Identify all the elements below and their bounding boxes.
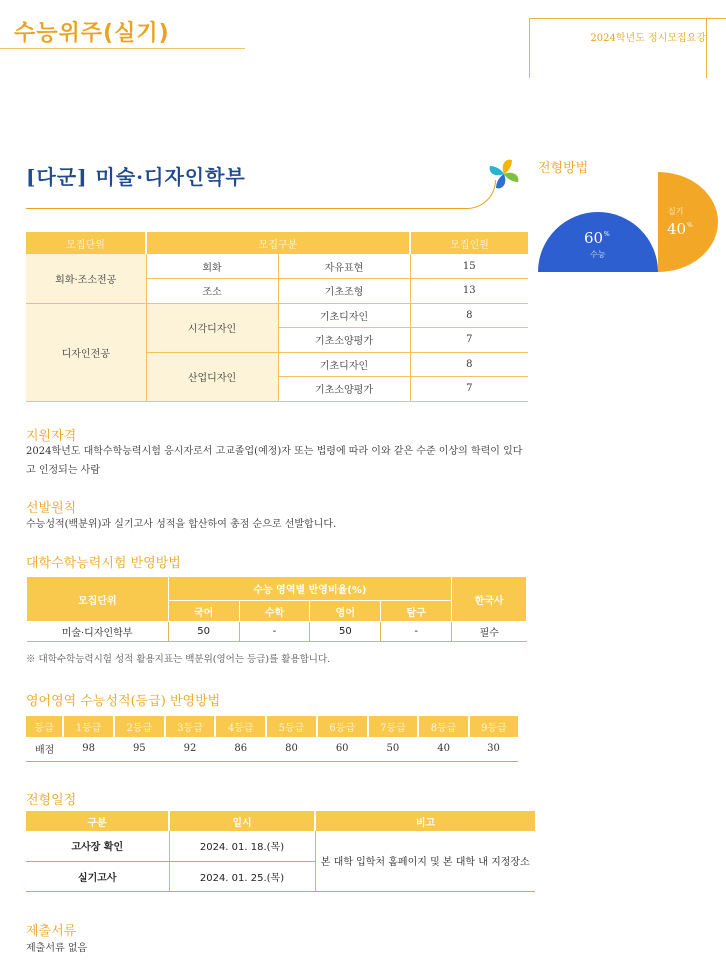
header-box-left [529, 18, 530, 78]
major-cell: 조소 [146, 279, 278, 304]
col-header-english: 영어 [310, 601, 381, 622]
schedule-table [26, 811, 535, 892]
grade-7: 7등급 [368, 716, 419, 737]
table-row [26, 737, 518, 761]
csat-ratio-table [26, 576, 527, 642]
suneung-ratio-value: 60 [584, 229, 604, 247]
count-cell: 13 [410, 279, 528, 304]
score-2: 95 [114, 737, 165, 761]
header-underline [0, 48, 245, 49]
selection-ratio-chart [536, 172, 726, 272]
table-row [26, 254, 528, 279]
qualification-heading: 지원자격 [26, 429, 77, 444]
grade-6: 6등급 [317, 716, 368, 737]
col-header-unit: 모집단위 [27, 577, 169, 622]
col-header-math: 수학 [239, 601, 310, 622]
english-grade-table [26, 716, 518, 762]
page-category-title: 수능위주(실기) [14, 21, 170, 46]
major-cell: 시각디자인 [146, 303, 278, 352]
type-cell: 기초조형 [278, 279, 410, 304]
grade-1: 1등급 [63, 716, 114, 737]
schedule-note: 본 대학 입학처 홈페이지 및 본 대학 내 지정장소 [315, 831, 535, 891]
table-row [26, 303, 528, 328]
header-box-top [529, 18, 726, 19]
score-3: 92 [165, 737, 216, 761]
english-cell: 50 [310, 622, 381, 642]
unit-cell: 회화·조소전공 [26, 254, 146, 303]
major-cell: 회화 [146, 254, 278, 279]
score-6: 60 [317, 737, 368, 761]
col-header-date: 일시 [169, 811, 315, 831]
col-header-ratio: 수능 영역별 반영비율(%) [168, 577, 451, 601]
count-cell: 7 [410, 328, 528, 353]
recruitment-table [26, 232, 528, 402]
score-7: 50 [368, 737, 419, 761]
col-header-korean: 국어 [168, 601, 239, 622]
table-row [26, 831, 535, 861]
unit-cell: 디자인전공 [26, 303, 146, 401]
csat-note: ※ 대학수학능력시험 성적 활용지표는 백분위(영어는 등급)를 활용합니다. [26, 654, 331, 665]
documents-heading: 제출서류 [26, 924, 77, 939]
schedule-date: 2024. 01. 25.(목) [169, 861, 315, 891]
type-cell: 기초소양평가 [278, 328, 410, 353]
type-cell: 자유표현 [278, 254, 410, 279]
schedule-label: 고사장 확인 [26, 831, 169, 861]
unit-cell: 미술·디자인학부 [27, 622, 169, 642]
score-9: 30 [469, 737, 518, 761]
row-header-score: 배점 [26, 737, 63, 761]
qualification-text: 2024학년도 대학수학능력시험 응시자로서 고교졸업(예정)자 또는 법령에 따라 이와 같은 수준 이상의 학력이 있다고 인정되는 사람 [26, 446, 523, 476]
grade-4: 4등급 [215, 716, 266, 737]
silgi-ratio-unit: % [687, 222, 693, 229]
math-cell: - [239, 622, 310, 642]
header-box-right [706, 18, 707, 78]
count-cell: 8 [410, 352, 528, 377]
count-cell: 8 [410, 303, 528, 328]
col-header-inquiry: 탐구 [381, 601, 452, 622]
suneung-ratio-unit: % [604, 231, 610, 238]
csat-heading: 대학수학능력시험 반영방법 [26, 556, 181, 571]
selection-method-label: 전형방법 [538, 161, 589, 176]
pinwheel-logo-icon [484, 154, 524, 194]
count-cell: 7 [410, 377, 528, 402]
history-cell: 필수 [452, 622, 527, 642]
documents-text: 제출서류 없음 [26, 943, 88, 954]
score-1: 98 [63, 737, 114, 761]
count-cell: 15 [410, 254, 528, 279]
english-heading: 영어영역 수능성적(등급) 반영방법 [26, 694, 221, 709]
score-4: 86 [215, 737, 266, 761]
suneung-ratio-label: 수능 [590, 250, 606, 259]
score-8: 40 [418, 737, 469, 761]
department-title: [다군] 미술·디자인학부 [26, 165, 246, 189]
schedule-label: 실기고사 [26, 861, 169, 891]
department-title-rule [26, 208, 458, 209]
major-cell: 산업디자인 [146, 352, 278, 401]
col-header-note: 비고 [315, 811, 535, 831]
schedule-date: 2024. 01. 18.(목) [169, 831, 315, 861]
silgi-ratio-value: 40 [667, 220, 687, 238]
grade-2: 2등급 [114, 716, 165, 737]
principle-heading: 선발원칙 [26, 501, 77, 516]
grade-5: 5등급 [266, 716, 317, 737]
type-cell: 기초디자인 [278, 303, 410, 328]
col-header-unit: 모집단위 [26, 232, 146, 254]
score-5: 80 [266, 737, 317, 761]
row-header-grade: 등급 [26, 716, 63, 737]
col-header-history: 한국사 [452, 577, 527, 622]
silgi-ratio-label: 실기 [668, 207, 684, 216]
type-cell: 기초디자인 [278, 352, 410, 377]
type-cell: 기초소양평가 [278, 377, 410, 402]
guide-title: 2024학년도 정시모집요강 [590, 33, 706, 44]
principle-text: 수능성적(백분위)과 실기고사 성적을 합산하여 총점 순으로 선발합니다. [26, 519, 337, 530]
col-header-count: 모집인원 [410, 232, 528, 254]
table-row [27, 622, 527, 642]
col-header-category: 모집구분 [146, 232, 410, 254]
korean-cell: 50 [168, 622, 239, 642]
schedule-heading: 전형일정 [26, 793, 77, 808]
grade-3: 3등급 [165, 716, 216, 737]
grade-8: 8등급 [418, 716, 469, 737]
inquiry-cell: - [381, 622, 452, 642]
col-header-type: 구분 [26, 811, 169, 831]
grade-9: 9등급 [469, 716, 518, 737]
